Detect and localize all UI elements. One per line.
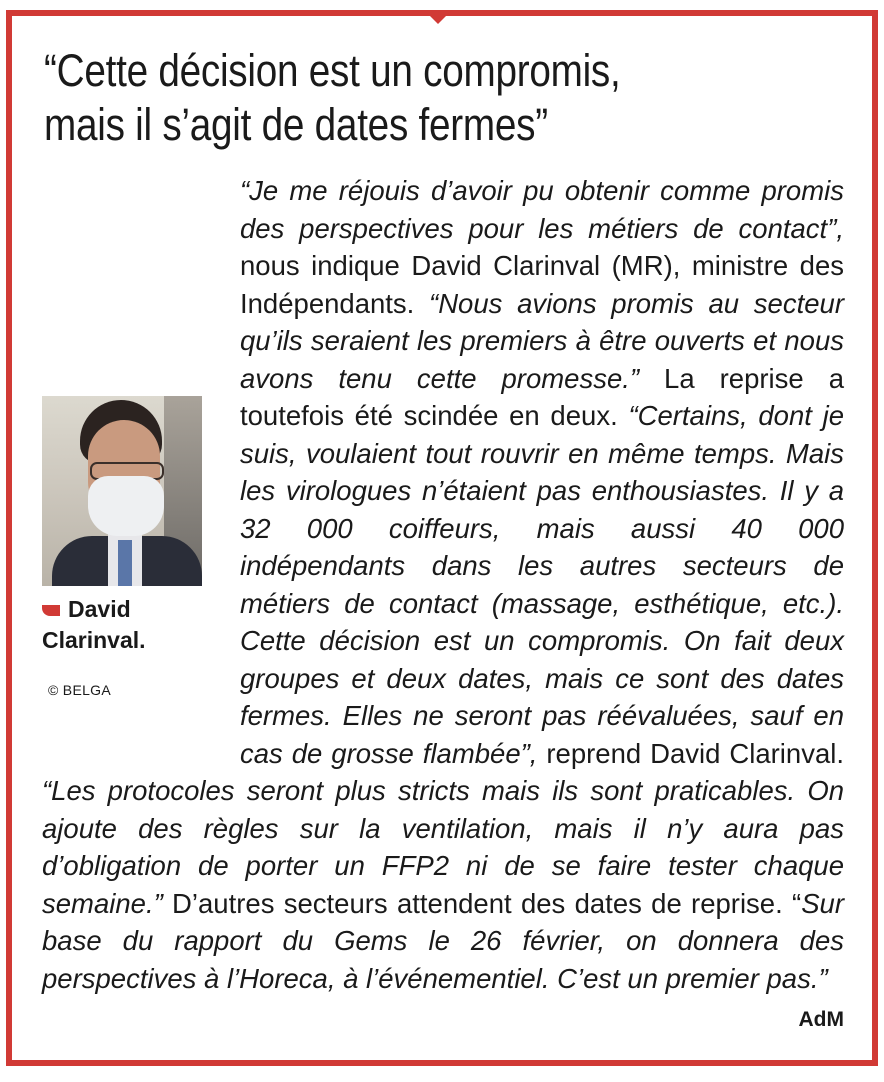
- caption-marker-icon: [42, 605, 60, 616]
- text-4: D’autres secteurs attendent des dates de reprise. “: [162, 887, 802, 919]
- quote-3: “Certains, dont je suis, voulaient tout rouvrir en même temps. Mais les virologues n’étaient pas enthousiastes. Il y a 32 000 coiffeurs, mais aussi 40 000 indépendants dans les autres secteurs de métiers de contact (massage, esthétique, etc.). Cette décision est un compromis. On fait deux groupes et deux dates, mais ce sont des dates fermes. Elles ne seront pas réévaluées, sauf en cas de grosse flambée”,: [240, 400, 844, 769]
- article-headline: [44, 44, 732, 152]
- quote-1: “Je me réjouis d’avoir pu obtenir comme promis des perspectives pour les métiers de contact”,: [240, 175, 844, 244]
- caption-name-last: Clarinval.: [42, 627, 146, 653]
- portrait-photo: [42, 396, 202, 586]
- article-body: [42, 172, 844, 997]
- text-3: reprend David Clarinval.: [537, 737, 844, 769]
- photo-credit: © BELGA: [48, 682, 111, 698]
- text-1: nous indique David Clarinval (MR), ministre des Indépendants.: [240, 250, 844, 319]
- quote-5: Sur base du rapport du Gems le 26 février, on donnera des perspectives à l’Horeca, à l’événementiel. C’est un premier pas.”: [42, 887, 844, 994]
- text-2: La reprise a toutefois été scindée en deux.: [240, 362, 844, 431]
- photo-caption: [42, 594, 212, 656]
- photo-block: [42, 384, 230, 759]
- frame-notch: [424, 10, 452, 24]
- caption-name-first: David: [68, 596, 131, 622]
- quote-4: “Les protocoles seront plus stricts mais ils sont praticables. On ajoute des règles sur la ventilation, mais il n’y aura pas d’obligation de porter un FFP2 ni de se faire tester chaque semaine.”: [42, 775, 844, 919]
- headline-line-2: mais il s’agit de dates fermes”: [44, 99, 548, 150]
- author-signature: AdM: [798, 1008, 844, 1031]
- quote-2: “Nous avions promis au secteur qu’ils seraient les premiers à être ouverts et nous avons tenu cette promesse.”: [240, 287, 844, 394]
- headline-line-1: “Cette décision est un compromis,: [44, 45, 621, 96]
